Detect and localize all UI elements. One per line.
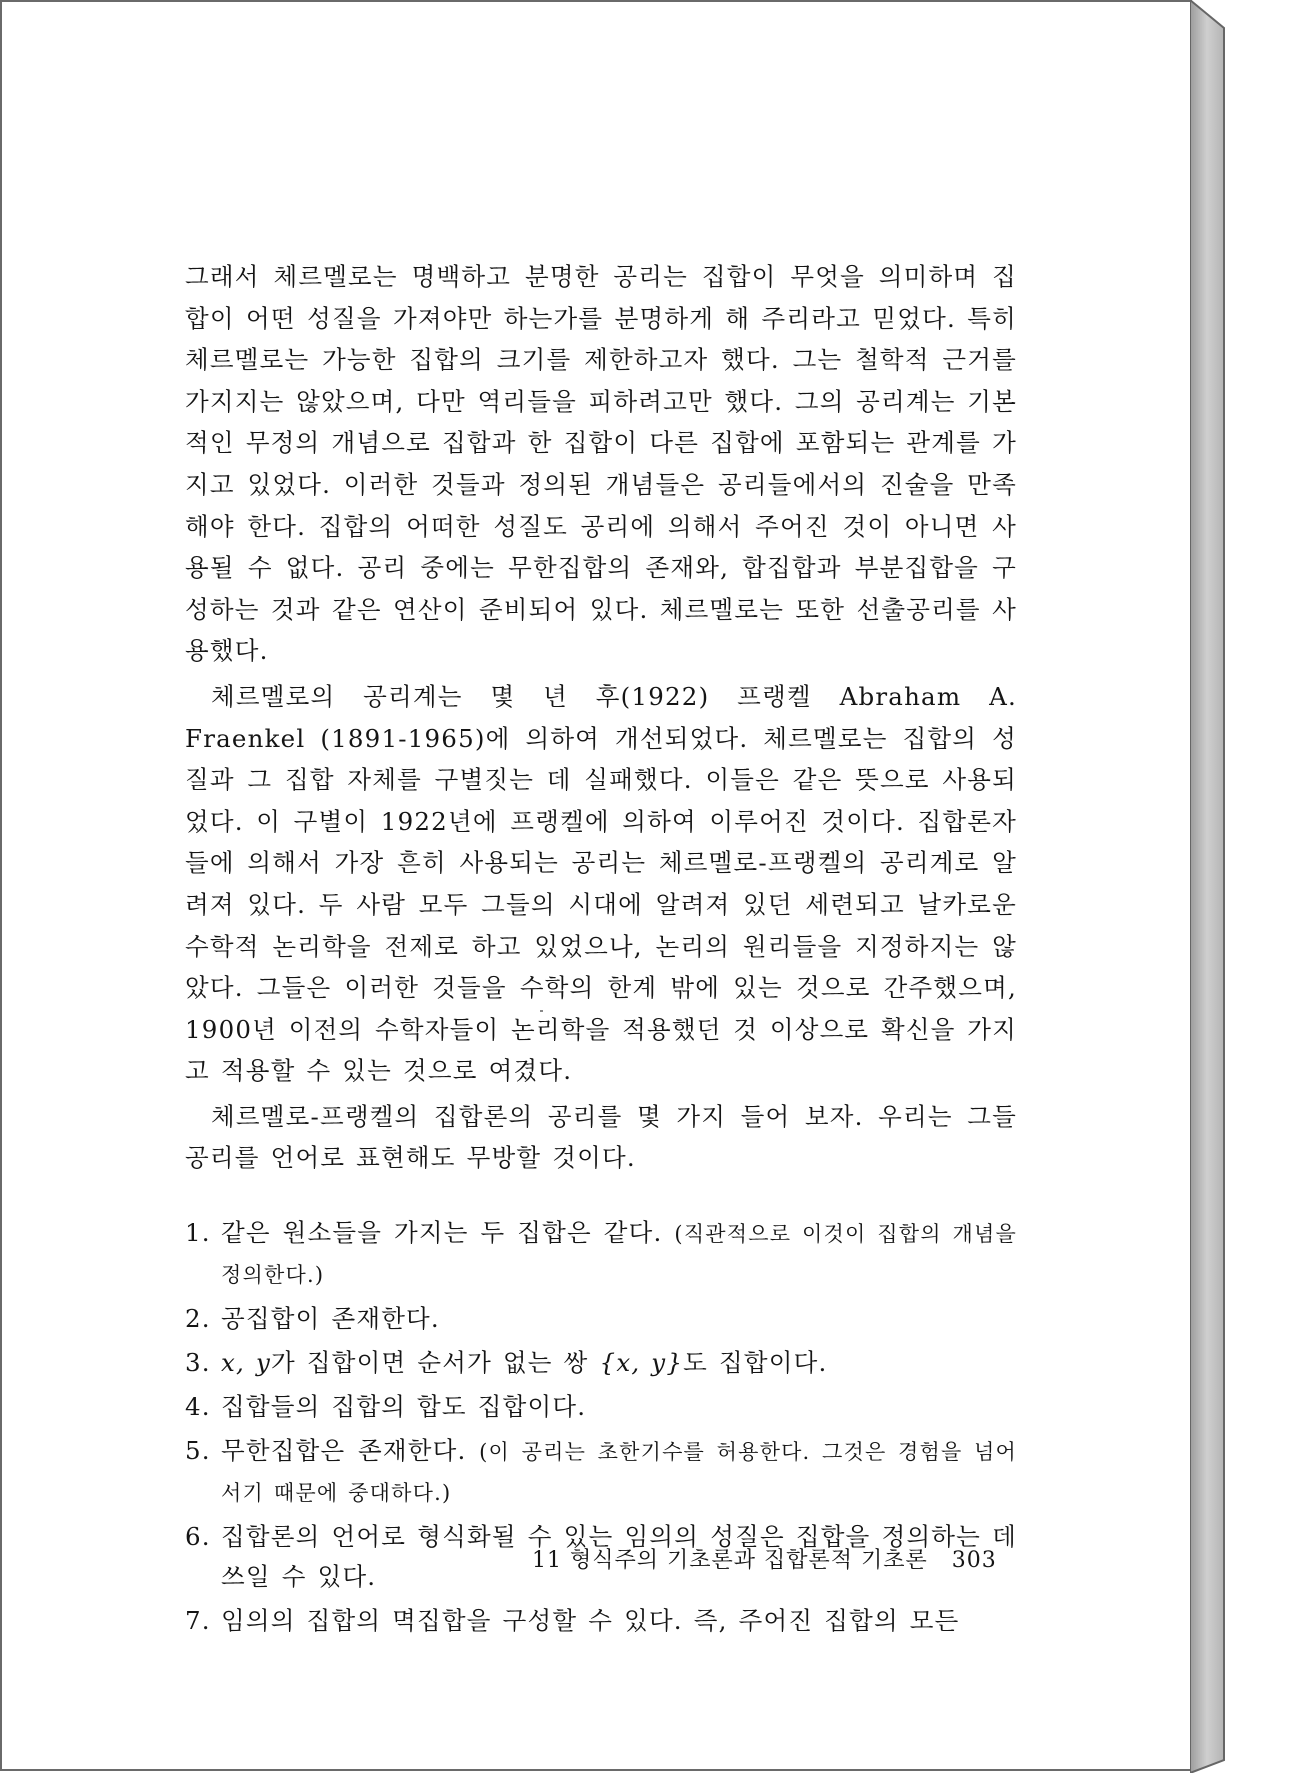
axiom-text: 같은 원소들을 가지는 두 집합은 같다. (221, 1218, 663, 1248)
page-edge-shading (1190, 0, 1228, 1773)
axiom-item-5 (185, 1431, 1017, 1513)
axiom-number: 3. (185, 1348, 211, 1378)
page-footer (532, 1543, 1002, 1574)
axiom-number: 1. (185, 1218, 211, 1248)
running-head: 11 형식주의 기초론과 집합론적 기초론 (532, 1548, 928, 1573)
axiom-item-4 (185, 1387, 1017, 1427)
book-edge (1190, 0, 1228, 1773)
axiom-text-a: 가 집합이면 순서가 없는 쌍 (271, 1348, 600, 1378)
axiom-item-1 (185, 1213, 1017, 1295)
axiom-number: 5. (185, 1436, 211, 1466)
axiom-text-b: 도 집합이다. (683, 1348, 828, 1378)
axiom-number: 7. (185, 1606, 211, 1636)
axiom-number: 2. (185, 1304, 211, 1334)
paragraph-fraenkel: 체르멜로의 공리계는 몇 년 후(1922) 프랭켈 Abraham A. Fraenkel (1891-1965)에 의하여 개선되었다. 체르멜로는 집합의 성질과 그 집합 자체를 구별짓는 데 실패했다. 이들은 같은 뜻으로 사용되었다. 이 구별이 1922년에 프랭켈에 의하여 이루어진 것이다. 집합론자들에 의해서 가장 흔히 사용되는 공리는 체르멜로-프랭켈의 공리계로 알려져 있다. 두 사람 모두 그들의 시대에 알려져 있던 세련되고 날카로운 수학적 논리학을 전제로 하고 있었으나, 논리의 원리들을 지정하지는 않았다. 그들은 이러한 것들을 수학의 한계 밖에 있는 것으로 간주했으며, 1900년 이전의 수학자들이 논리학을 적용했던 것 이상으로 확신을 가지고 적용할 수 있는 것으로 여겼다. (185, 681, 1017, 1086)
body-text (185, 256, 1017, 1645)
axiom-text: 공집합이 존재한다. (221, 1304, 440, 1334)
axiom-item-2 (185, 1299, 1017, 1339)
paragraph-axioms-intro: 체르멜로-프랭켈의 집합론의 공리를 몇 가지 들어 보자. 우리는 그들 공리를 언어로 표현해도 무방할 것이다. (185, 1101, 1017, 1173)
axiom-note: (직관적으로 이것이 집합의 개념을 정의한다.) (221, 1222, 1017, 1288)
axiom-list (185, 1213, 1017, 1641)
page-number: 303 (951, 1548, 997, 1573)
axiom-item-7 (185, 1601, 1017, 1641)
math-unordered-pair: {x, y} (599, 1348, 684, 1378)
axiom-item-3 (185, 1343, 1017, 1383)
axiom-text: 무한집합은 존재한다. (221, 1436, 467, 1466)
axiom-note: (이 공리는 초한기수를 허용한다. 그것은 경험을 넘어서기 때문에 중대하다.) (221, 1440, 1017, 1506)
print-speck (540, 1010, 543, 1012)
axiom-text: 임의의 집합의 멱집합을 구성할 수 있다. 즉, 주어진 집합의 모든 (221, 1606, 960, 1636)
axiom-number: 6. (185, 1522, 211, 1552)
axiom-text: 집합들의 집합의 합도 집합이다. (221, 1392, 587, 1422)
axiom-text: 집합론의 언어로 형식화될 수 있는 임의의 성질은 집합을 정의하는 데 쓰일 수 있다. (221, 1522, 1017, 1592)
paragraph-zermelo-intro: 그래서 체르멜로는 명백하고 분명한 공리는 집합이 무엇을 의미하며 집합이 어떤 성질을 가져야만 하는가를 분명하게 해 주리라고 믿었다. 특히 체르멜로는 가능한 집합의 크기를 제한하고자 했다. 그는 철학적 근거를 가지지는 않았으며, 다만 역리들을 피하려고만 했다. 그의 공리계는 기본적인 무정의 개념으로 집합과 한 집합이 다른 집합에 포함되는 관계를 가지고 있었다. 이러한 것들과 정의된 개념들은 공리들에서의 진술을 만족해야 한다. 집합의 어떠한 성질도 공리에 의해서 주어진 것이 아니면 사용될 수 없다. 공리 중에는 무한집합의 존재와, 합집합과 부분집합을 구성하는 것과 같은 연산이 준비되어 있다. 체르멜로는 또한 선출공리를 사용했다. (185, 262, 1017, 666)
axiom-number: 4. (185, 1392, 211, 1422)
math-variables: x, y (221, 1348, 272, 1378)
